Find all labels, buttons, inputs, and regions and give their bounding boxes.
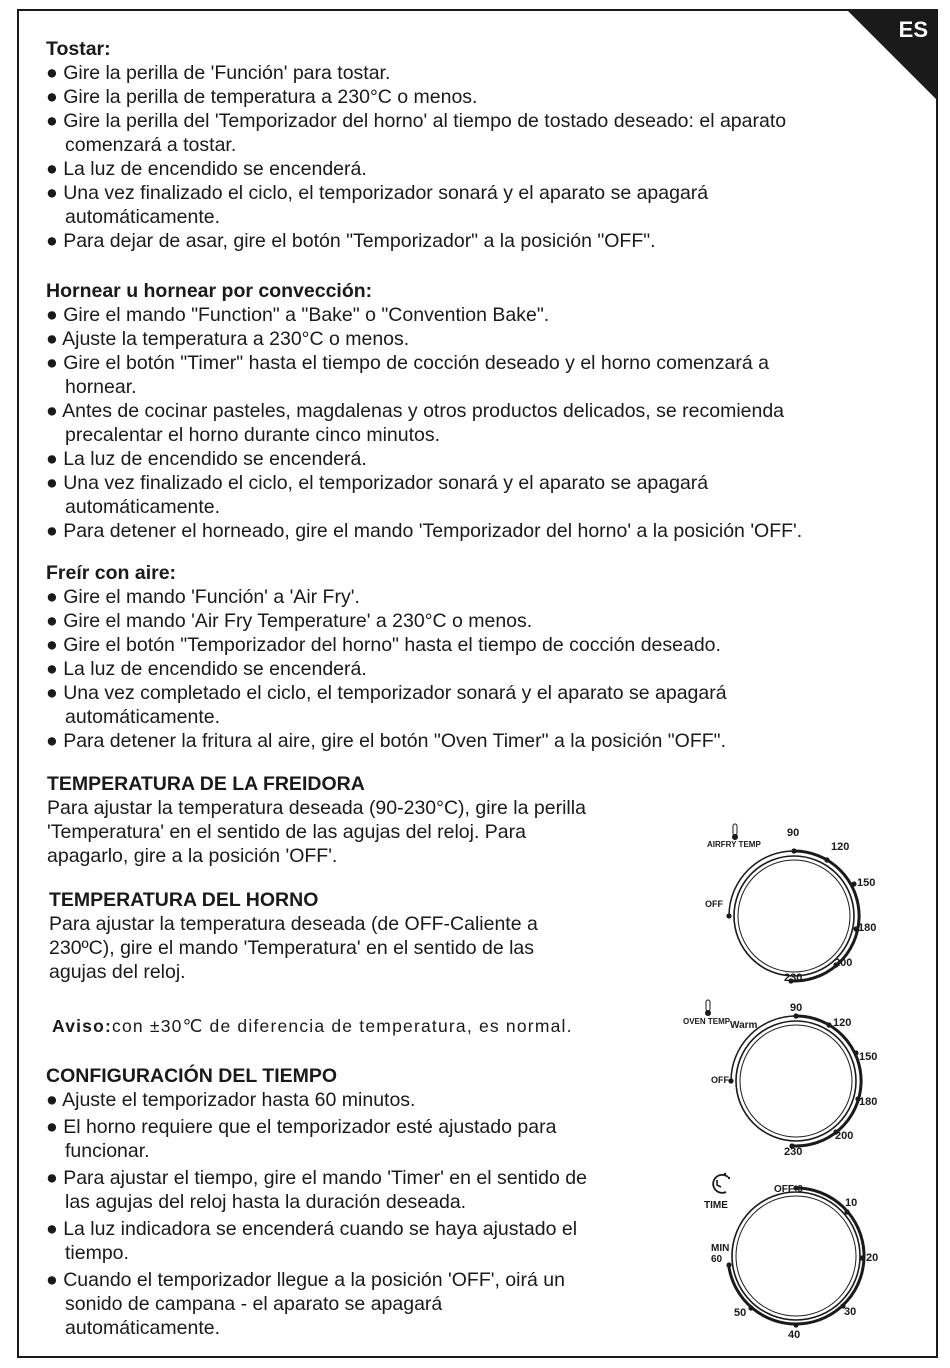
thermometer-icon <box>705 1000 711 1016</box>
scale-label: 180 <box>858 922 877 934</box>
scale-label: 230 <box>784 1146 803 1158</box>
scale-label: 90 <box>787 827 800 839</box>
notice <box>52 1016 573 1037</box>
text-line: ● Gire el mando 'Función' a 'Air Fry'. <box>46 586 360 608</box>
text-line: automáticamente. <box>65 1317 221 1339</box>
oven-temp-dial <box>680 995 895 1165</box>
text-line: Para ajustar la temperatura deseada (de OFF-Caliente a <box>49 913 538 935</box>
text-line: automáticamente. <box>65 206 221 228</box>
section-title: CONFIGURACIÓN DEL TIEMPO <box>46 1065 338 1087</box>
text-line: apagarlo, gire a la posición 'OFF'. <box>47 845 338 867</box>
text-line: automáticamente. <box>65 496 221 518</box>
section-bake <box>46 279 846 543</box>
scale-label: 30 <box>844 1306 857 1318</box>
section-time-config <box>46 1064 646 1340</box>
text-line: precalentar el horno durante cinco minutos. <box>65 424 441 446</box>
section-title: TEMPERATURA DEL HORNO <box>49 889 319 911</box>
scale-label: 230 <box>784 972 803 984</box>
min-label: MIN <box>711 1243 730 1254</box>
scale-label: 20 <box>866 1252 879 1264</box>
text-line: ● Gire la perilla de 'Función' para tostar. <box>46 62 391 84</box>
text-line: tiempo. <box>65 1242 129 1264</box>
section-title: Hornear u hornear por convección: <box>46 280 373 302</box>
text-line: comenzará a tostar. <box>65 134 237 156</box>
knob-inner-ring <box>736 1196 856 1316</box>
scale-label: 200 <box>834 957 853 969</box>
section-fryer-temp <box>47 772 647 868</box>
off-label: OFF <box>711 1075 729 1085</box>
text-line: 230ºC), gire el mando 'Temperatura' en el sentido de las <box>49 937 535 959</box>
thermometer-icon <box>732 824 738 840</box>
timer-dial <box>690 1168 895 1348</box>
language-badge: ES <box>898 17 928 42</box>
notice-label: Aviso: <box>52 1016 113 1036</box>
scale-label: 90 <box>790 1002 803 1014</box>
warm-label: Warm <box>730 1020 758 1031</box>
text-line: ● Gire la perilla del 'Temporizador del horno' al tiempo de tostado deseado: el aparato <box>46 110 787 132</box>
scale-label: 180 <box>859 1096 878 1108</box>
scale-arc-thick <box>791 1016 861 1146</box>
scale-label: 50 <box>734 1307 747 1319</box>
scale-label: 150 <box>857 877 876 889</box>
section-title: TEMPERATURA DE LA FREIDORA <box>47 773 365 795</box>
scale-label: 10 <box>845 1197 858 1209</box>
airfry-temp-dial <box>695 820 895 990</box>
notice-text: con ±30℃ de diferencia de temperatura, es normal. <box>112 1016 573 1036</box>
scale-label: 40 <box>788 1329 801 1341</box>
knob-outer-ring <box>736 1021 856 1141</box>
section-title: Tostar: <box>46 38 111 60</box>
text-line: Para ajustar la temperatura deseada (90-230°C), gire la perilla <box>47 797 586 819</box>
section-toast <box>46 37 846 253</box>
text-line: funcionar. <box>65 1140 150 1162</box>
text-line: ● Ajuste la temperatura a 230°C o menos. <box>46 328 410 350</box>
text-line: ● Para dejar de asar, gire el botón "Temporizador" a la posición "OFF". <box>46 230 656 252</box>
text-line: ● Gire el mando 'Air Fry Temperature' a 230°C o menos. <box>46 610 533 632</box>
off-label: OFF <box>705 899 723 909</box>
min-value-label: 60 <box>711 1254 723 1265</box>
text-line: las agujas del reloj hasta la duración deseada. <box>65 1191 467 1213</box>
text-line: ● La luz de encendido se encenderá. <box>46 658 367 680</box>
clock-icon <box>713 1173 730 1193</box>
dial-label: TIME <box>704 1200 728 1211</box>
text-line: ● Gire el mando "Function" a "Bake" o "Convention Bake". <box>46 304 550 326</box>
off-label: OFF-0 <box>774 1184 803 1195</box>
text-line: agujas del reloj. <box>49 961 186 983</box>
text-line: automáticamente. <box>65 706 221 728</box>
text-line: ● Gire el botón "Temporizador del horno" hasta el tiempo de cocción deseado. <box>46 634 721 656</box>
text-line: sonido de campana - el aparato se apagará <box>65 1293 443 1315</box>
dial-label: OVEN TEMP <box>683 1017 731 1026</box>
section-oven-temp <box>49 888 649 984</box>
text-line: hornear. <box>65 376 137 398</box>
text-line: ● Una vez finalizado el ciclo, el temporizador sonará y el aparato se apagará <box>46 472 709 494</box>
scale-label: 150 <box>859 1051 878 1063</box>
text-line: ● Cuando el temporizador llegue a la posición 'OFF', oirá un <box>46 1269 565 1291</box>
section-airfry <box>46 561 846 753</box>
text-line: 'Temperatura' en el sentido de las agujas del reloj. Para <box>47 821 526 843</box>
knob-outer-ring <box>732 1192 860 1320</box>
text-line: ● Una vez finalizado el ciclo, el temporizador sonará y el aparato se apagará <box>46 182 709 204</box>
text-line: ● Ajuste el temporizador hasta 60 minutos. <box>46 1089 416 1111</box>
text-line: ● La luz indicadora se encenderá cuando se haya ajustado el <box>46 1218 578 1240</box>
section-title: Freír con aire: <box>46 562 177 584</box>
text-line: ● Una vez completado el ciclo, el temporizador sonará y el aparato se apagará <box>46 682 727 704</box>
text-line: ● La luz de encendido se encenderá. <box>46 448 367 470</box>
text-line: ● Gire el botón "Timer" hasta el tiempo de cocción deseado y el horno comenzará a <box>46 352 769 374</box>
dial-label: AIRFRY TEMP <box>707 840 761 849</box>
text-line: ● El horno requiere que el temporizador esté ajustado para <box>46 1116 557 1138</box>
scale-label: 120 <box>831 841 850 853</box>
scale-label: 200 <box>835 1130 854 1142</box>
text-line: ● La luz de encendido se encenderá. <box>46 158 367 180</box>
text-line: ● Para detener el horneado, gire el mando 'Temporizador del horno' a la posición 'OFF'. <box>46 520 803 542</box>
text-line: ● Antes de cocinar pasteles, magdalenas y otros productos delicados, se recomienda <box>46 400 785 422</box>
knob-inner-ring <box>738 860 853 972</box>
text-line: ● Para ajustar el tiempo, gire el mando 'Timer' en el sentido de <box>46 1167 587 1189</box>
scale-label: 120 <box>833 1017 852 1029</box>
text-line: ● Para detener la fritura al aire, gire el botón "Oven Timer" a la posición "OFF". <box>46 730 727 752</box>
text-line: ● Gire la perilla de temperatura a 230°C o menos. <box>46 86 478 108</box>
knob-inner-ring <box>740 1025 852 1137</box>
